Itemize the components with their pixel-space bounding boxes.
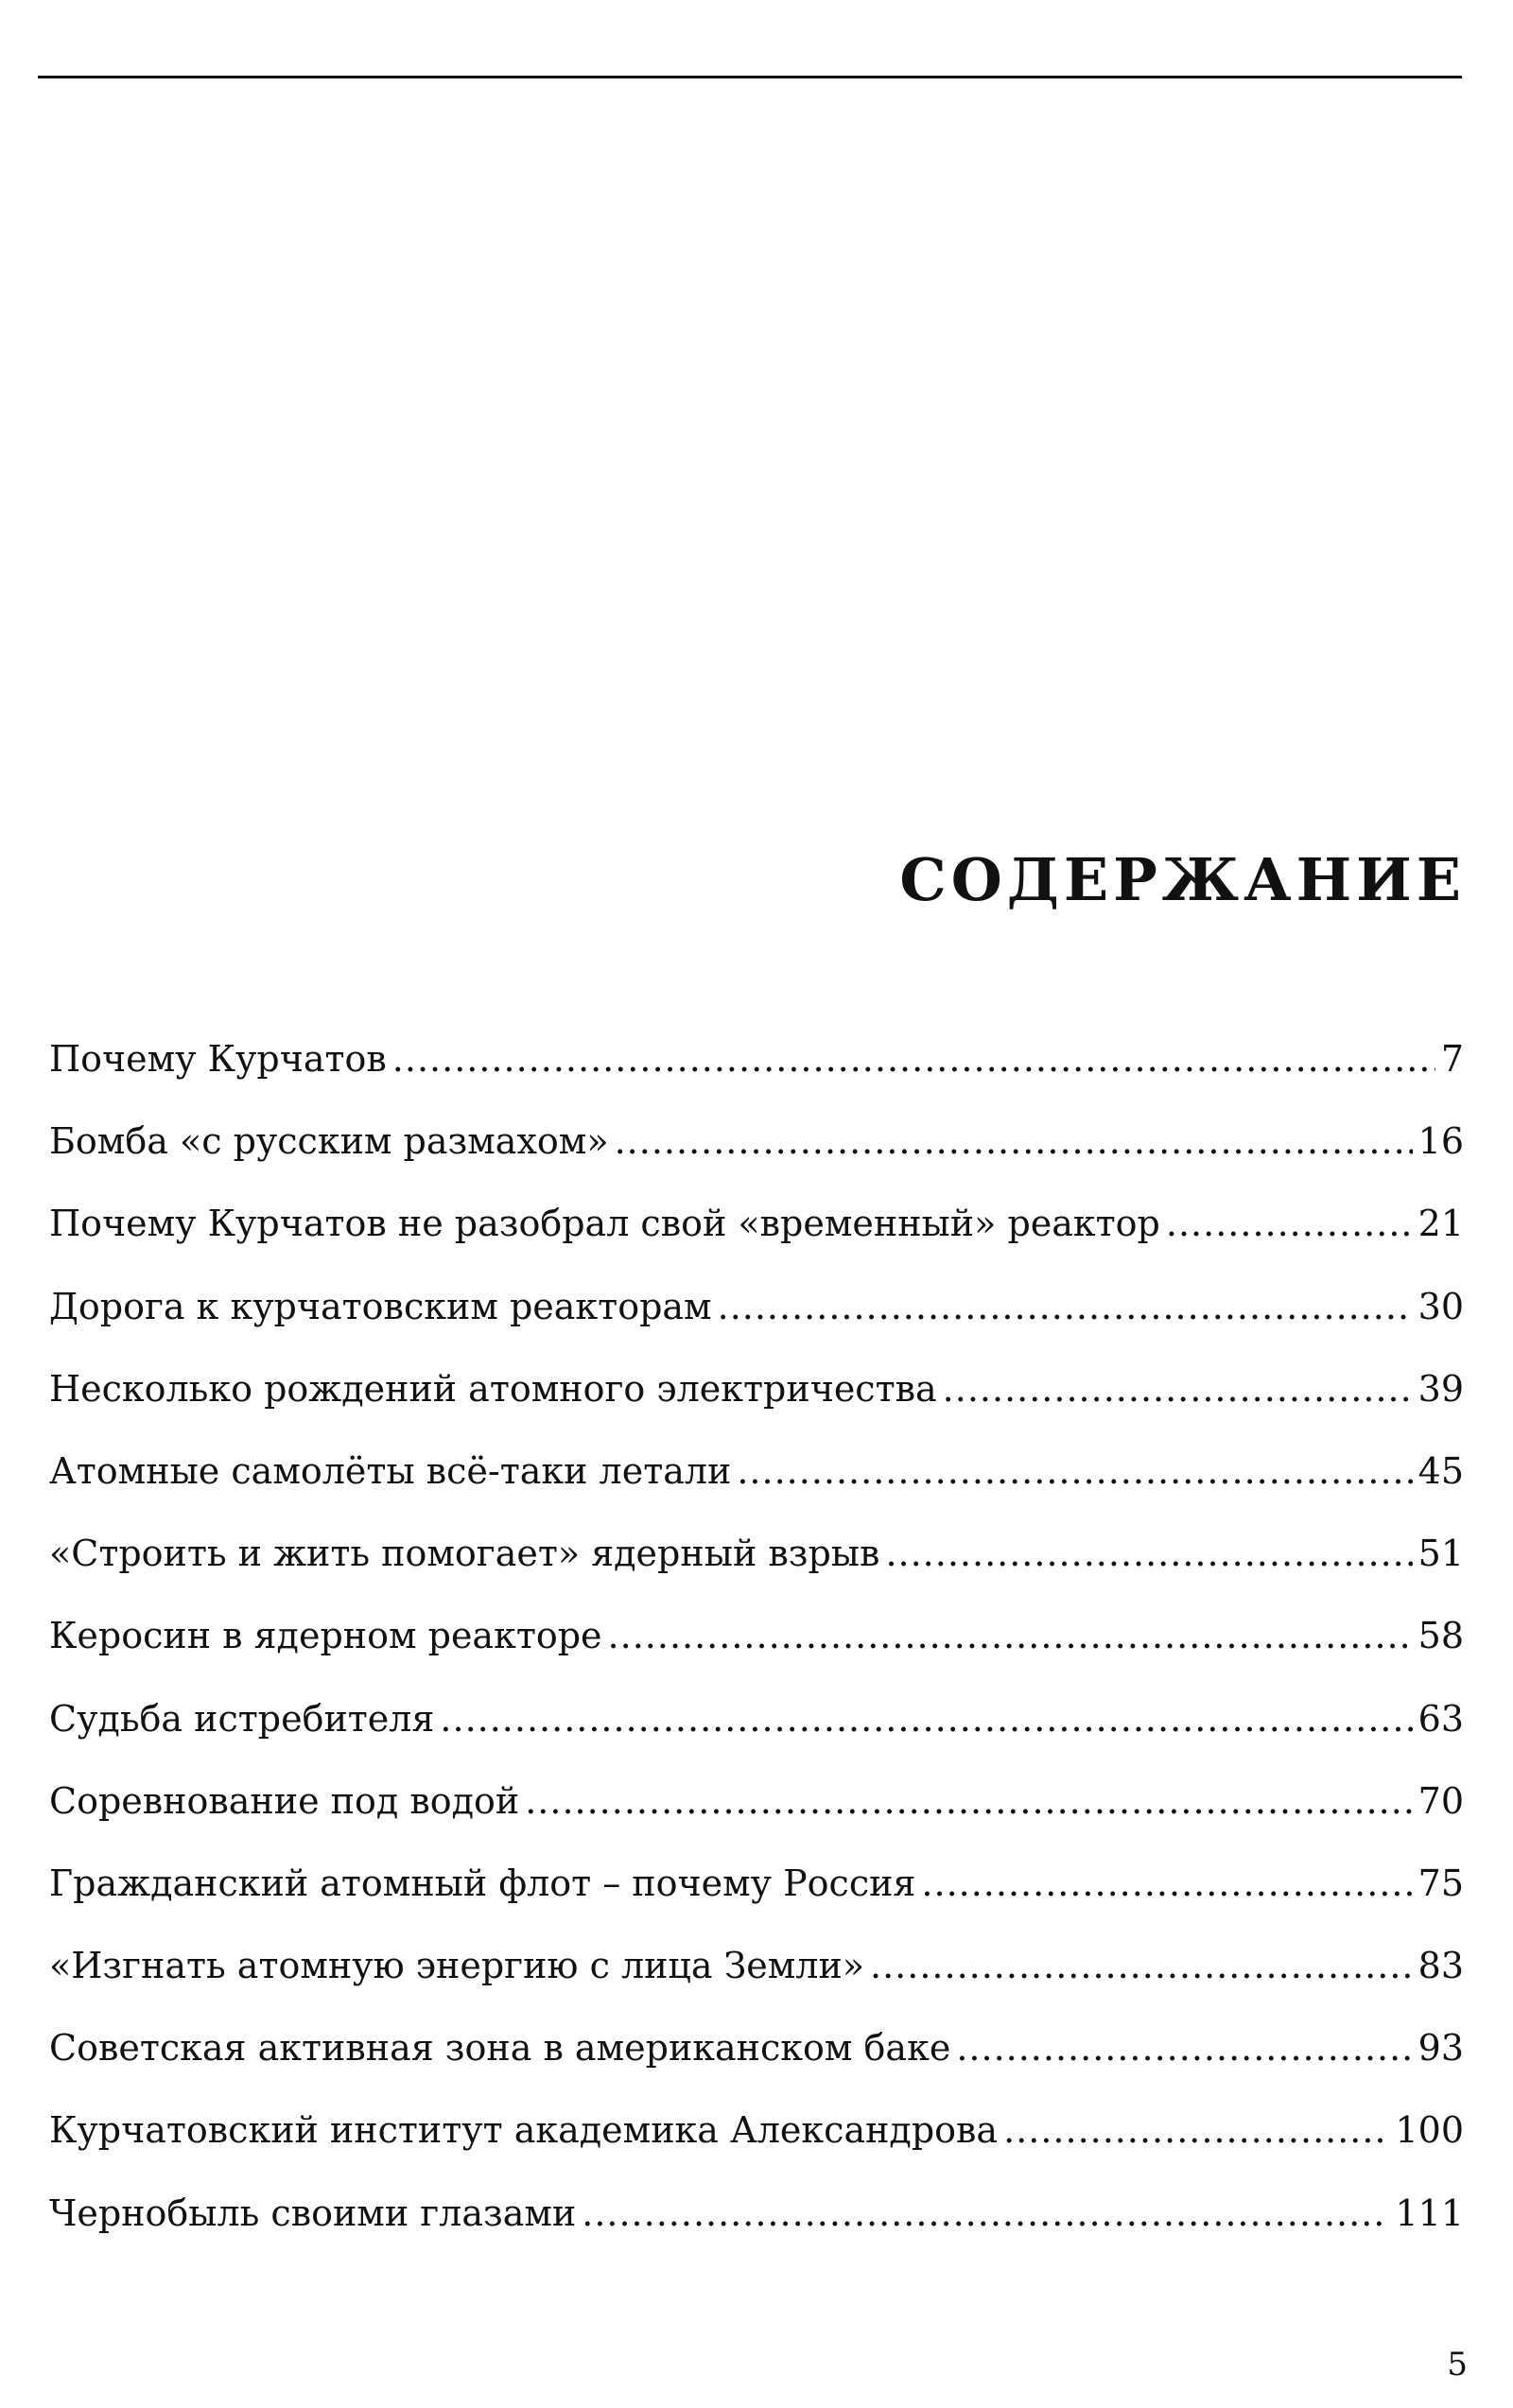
toc-entry-page: 100 [1395, 2109, 1464, 2152]
toc-entry-page: 93 [1417, 2027, 1464, 2070]
dot-leader [870, 1937, 1413, 1994]
toc-entry[interactable] [49, 1113, 1464, 1195]
dot-leader [608, 1607, 1413, 1664]
page-number: 5 [1447, 2346, 1468, 2383]
toc-entry-page: 30 [1417, 1285, 1464, 1327]
toc-entry[interactable] [49, 1690, 1464, 1773]
toc-entry-page: 51 [1417, 1533, 1464, 1575]
toc-entry[interactable] [49, 2185, 1464, 2267]
toc-entry-title: Советская активная зона в американском баке [49, 2027, 951, 2070]
dot-leader [956, 2019, 1412, 2076]
toc-entry[interactable] [49, 2102, 1464, 2184]
toc-entry-title: Курчатовский институт академика Александрова [49, 2109, 999, 2152]
dot-leader [718, 1278, 1413, 1335]
toc-entry-page: 70 [1417, 1779, 1464, 1822]
dot-leader [440, 1690, 1412, 1747]
toc-entry-title: Дорога к курчатовским реакторам [49, 1285, 712, 1327]
toc-entry-page: 63 [1417, 1697, 1464, 1740]
table-of-contents [49, 1031, 1464, 2267]
toc-entry-page: 111 [1395, 2191, 1464, 2234]
toc-entry-title: Судьба истребителя [49, 1697, 435, 1740]
toc-entry[interactable] [49, 1360, 1464, 1443]
dot-leader [525, 1773, 1412, 1829]
toc-entry-title: Почему Курчатов [49, 1038, 387, 1080]
toc-entry-page: 83 [1417, 1945, 1464, 1987]
toc-entry[interactable] [49, 1937, 1464, 2019]
toc-entry[interactable] [49, 1031, 1464, 1113]
toc-entry-title: Атомные самолёты всё-таки летали [49, 1449, 732, 1492]
dot-leader [1166, 1195, 1413, 1252]
toc-entry-title: Гражданский атомный флот – почему Россия [49, 1862, 916, 1904]
toc-entry-title: «Изгнать атомную энергию с лица Земли» [49, 1945, 865, 1987]
toc-entry[interactable] [49, 1443, 1464, 1525]
toc-entry[interactable] [49, 1525, 1464, 1607]
toc-entry[interactable] [49, 1195, 1464, 1277]
toc-entry-page: 58 [1417, 1615, 1464, 1657]
toc-entry-title: Несколько рождений атомного электричества [49, 1367, 937, 1410]
dot-leader [582, 2185, 1389, 2242]
toc-entry[interactable] [49, 1855, 1464, 1937]
dot-leader [1003, 2102, 1389, 2158]
dot-leader [943, 1360, 1413, 1417]
toc-entry[interactable] [49, 1773, 1464, 1855]
dot-leader [392, 1031, 1435, 1087]
toc-entry[interactable] [49, 1607, 1464, 1689]
toc-heading: СОДЕРЖАНИЕ [899, 845, 1466, 914]
toc-entry[interactable] [49, 1278, 1464, 1360]
toc-entry-title: Бомба «с русским размахом» [49, 1120, 609, 1163]
toc-entry-title: «Строить и жить помогает» ядерный взрыв [49, 1533, 880, 1575]
toc-entry-page: 45 [1417, 1449, 1464, 1492]
top-rule [38, 76, 1462, 78]
toc-entry-page: 7 [1440, 1038, 1464, 1080]
dot-leader [737, 1443, 1412, 1499]
toc-entry-page: 39 [1417, 1367, 1464, 1410]
toc-entry-title: Соревнование под водой [49, 1779, 520, 1822]
toc-entry-page: 16 [1417, 1120, 1464, 1163]
toc-entry-page: 75 [1417, 1862, 1464, 1904]
toc-entry[interactable] [49, 2019, 1464, 2102]
dot-leader [615, 1113, 1413, 1169]
toc-entry-title: Почему Курчатов не разобрал свой «временный» реактор [49, 1203, 1160, 1245]
toc-entry-page: 21 [1417, 1203, 1464, 1245]
dot-leader [921, 1855, 1412, 1912]
toc-entry-title: Керосин в ядерном реакторе [49, 1615, 602, 1657]
dot-leader [885, 1525, 1412, 1582]
toc-entry-title: Чернобыль своими глазами [49, 2191, 577, 2234]
